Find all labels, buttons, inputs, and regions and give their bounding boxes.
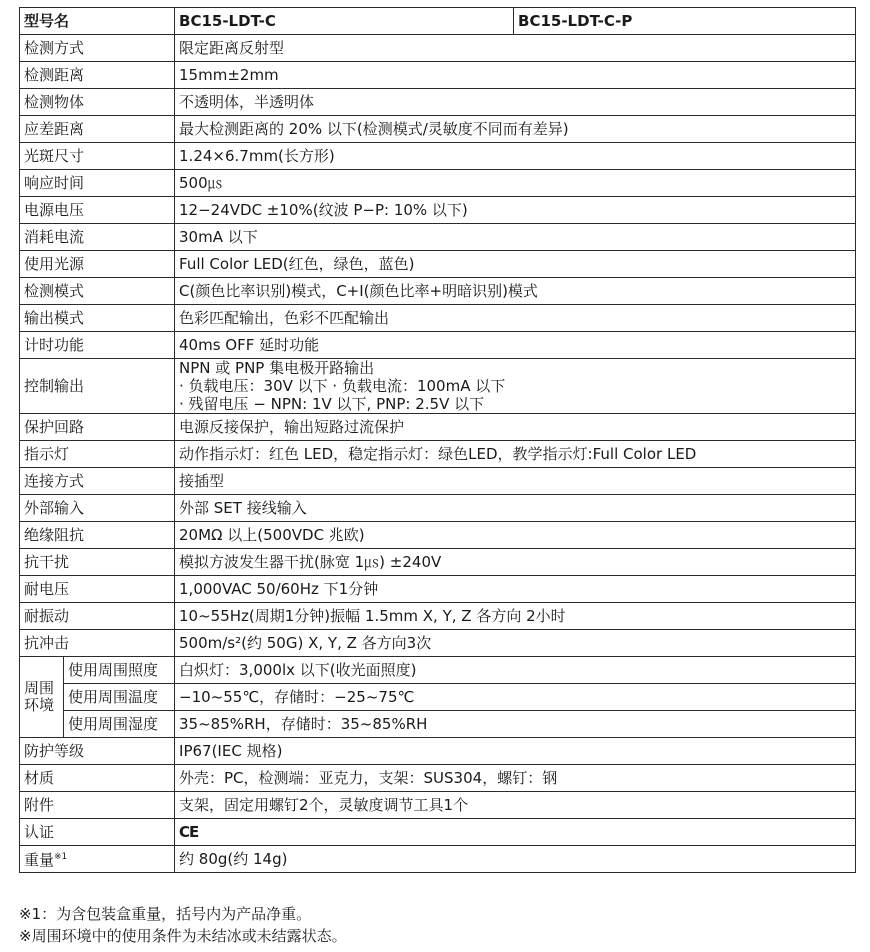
table-row — [20, 414, 856, 441]
table-row — [20, 468, 856, 495]
footnote: ※1：为含包装盒重量，括号内为产品净重。 — [19, 905, 312, 923]
row-value: C(颜色比率识别)模式，C+I(颜色比率+明暗识别)模式 — [175, 278, 856, 305]
row-value: Full Color LED(红色，绿色，蓝色) — [175, 251, 856, 278]
row-label: 指示灯 — [20, 441, 175, 468]
row-label: 抗冲击 — [20, 630, 175, 657]
row-value: 最大检测距离的 20% 以下(检测模式/灵敏度不同而有差异) — [175, 116, 856, 143]
table-header-row — [20, 8, 856, 35]
row-label: 使用周围照度 — [64, 657, 175, 684]
table-row-environment — [20, 684, 856, 711]
row-value: 20MΩ 以上(500VDC 兆欧) — [175, 522, 856, 549]
row-value: 限定距离反射型 — [175, 35, 856, 62]
environment-group-label — [20, 657, 64, 738]
table-row — [20, 549, 856, 576]
row-label: 材质 — [20, 765, 175, 792]
control-output-line: · 负载电压：30V 以下 · 负载电流：100mA 以下 — [179, 377, 506, 395]
row-value: 35~85%RH，存储时：35~85%RH — [175, 711, 856, 738]
row-value: 白炽灯：3,000lx 以下(收光面照度) — [175, 657, 856, 684]
row-label: 外部输入 — [20, 495, 175, 522]
row-label: 防护等级 — [20, 738, 175, 765]
row-value: 模拟方波发生器干扰(脉宽 1㎲) ±240V — [175, 549, 856, 576]
table-row — [20, 143, 856, 170]
table-row — [20, 251, 856, 278]
row-label: 检测方式 — [20, 35, 175, 62]
table-row — [20, 603, 856, 630]
table-row-environment — [20, 657, 856, 684]
table-row — [20, 116, 856, 143]
row-label: 响应时间 — [20, 170, 175, 197]
row-value: 不透明体，半透明体 — [175, 89, 856, 116]
table-row — [20, 738, 856, 765]
row-value: 接插型 — [175, 468, 856, 495]
footnotes — [19, 903, 347, 947]
table-row — [20, 522, 856, 549]
row-value: IP67(IEC 规格) — [175, 738, 856, 765]
model-b: BC15-LDT-C-P — [514, 8, 856, 35]
row-value: 外部 SET 接线输入 — [175, 495, 856, 522]
row-label: 使用周围温度 — [64, 684, 175, 711]
row-label: 耐振动 — [20, 603, 175, 630]
row-value: 外壳：PC，检测端：亚克力，支架：SUS304，螺钉：钢 — [175, 765, 856, 792]
row-value: 12−24VDC ±10%(纹波 P−P: 10% 以下) — [175, 197, 856, 224]
table-row — [20, 630, 856, 657]
row-value: 约 80g(约 14g) — [175, 846, 856, 873]
table-row — [20, 224, 856, 251]
row-value: 色彩匹配输出，色彩不匹配输出 — [175, 305, 856, 332]
model-label: 型号名 — [20, 8, 175, 35]
environment-group-label-line: 周围 — [24, 679, 55, 697]
row-value: 500㎲ — [175, 170, 856, 197]
table-row — [20, 89, 856, 116]
environment-group-label-line: 环境 — [24, 696, 55, 714]
row-value: −10~55℃，存储时：−25~75℃ — [175, 684, 856, 711]
table-row — [20, 819, 856, 846]
row-label: 检测距离 — [20, 62, 175, 89]
row-label — [20, 846, 175, 873]
table-row — [20, 170, 856, 197]
table-row — [20, 332, 856, 359]
row-value: 支架，固定用螺钉2个，灵敏度调节工具1个 — [175, 792, 856, 819]
control-output-line: · 残留电压 − NPN: 1V 以下, PNP: 2.5V 以下 — [179, 395, 485, 413]
row-label: 计时功能 — [20, 332, 175, 359]
footnote-mark: ※1 — [54, 852, 68, 862]
row-value: 动作指示灯：红色 LED，稳定指示灯：绿色LED，教学指示灯:Full Color LED — [175, 441, 856, 468]
row-label: 控制输出 — [20, 359, 175, 414]
row-label: 认证 — [20, 819, 175, 846]
row-value: 15mm±2mm — [175, 62, 856, 89]
row-value: 40ms OFF 延时功能 — [175, 332, 856, 359]
footnote: ※周围环境中的使用条件为未结冰或未结露状态。 — [19, 927, 347, 945]
table-row-control-output — [20, 359, 856, 414]
row-label: 耐电压 — [20, 576, 175, 603]
row-value: 500m/s²(约 50G) X, Y, Z 各方向3次 — [175, 630, 856, 657]
row-label: 输出模式 — [20, 305, 175, 332]
model-a: BC15-LDT-C — [175, 8, 514, 35]
table-row — [20, 441, 856, 468]
row-value: 1,000VAC 50/60Hz 下1分钟 — [175, 576, 856, 603]
row-value: 30mA 以下 — [175, 224, 856, 251]
spec-table — [19, 7, 856, 873]
control-output-value — [175, 359, 856, 414]
table-row — [20, 305, 856, 332]
row-label: 抗干扰 — [20, 549, 175, 576]
row-value: 10~55Hz(周期1分钟)振幅 1.5mm X, Y, Z 各方向 2小时 — [175, 603, 856, 630]
table-row — [20, 197, 856, 224]
table-row — [20, 62, 856, 89]
row-label: 连接方式 — [20, 468, 175, 495]
row-label: 绝缘阻抗 — [20, 522, 175, 549]
control-output-line: NPN 或 PNP 集电极开路输出 — [179, 359, 375, 377]
row-label: 电源电压 — [20, 197, 175, 224]
table-row — [20, 35, 856, 62]
table-row — [20, 495, 856, 522]
weight-label: 重量 — [24, 851, 55, 869]
row-label: 消耗电流 — [20, 224, 175, 251]
table-row — [20, 278, 856, 305]
row-label: 附件 — [20, 792, 175, 819]
table-row — [20, 576, 856, 603]
row-value: 电源反接保护，输出短路过流保护 — [175, 414, 856, 441]
table-row — [20, 792, 856, 819]
row-label: 光斑尺寸 — [20, 143, 175, 170]
row-label: 保护回路 — [20, 414, 175, 441]
row-label: 使用光源 — [20, 251, 175, 278]
table-row — [20, 765, 856, 792]
table-row-environment — [20, 711, 856, 738]
row-value: 1.24×6.7mm(长方形) — [175, 143, 856, 170]
row-label: 使用周围湿度 — [64, 711, 175, 738]
row-label: 应差距离 — [20, 116, 175, 143]
ce-mark-icon: CE — [175, 819, 856, 846]
row-label: 检测模式 — [20, 278, 175, 305]
row-label: 检测物体 — [20, 89, 175, 116]
table-row-weight — [20, 846, 856, 873]
